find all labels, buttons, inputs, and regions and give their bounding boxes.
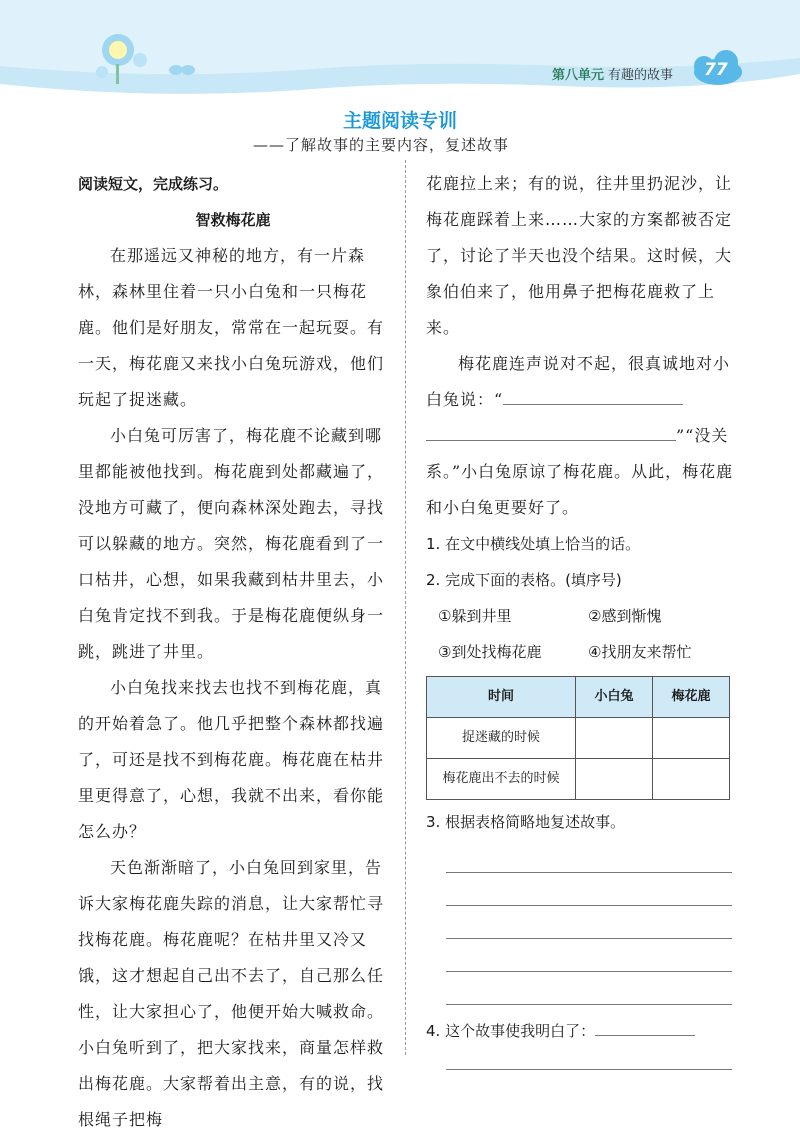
last-para-start: 梅花鹿连声说对不起，很真诚地对小白兔说：“: [426, 354, 731, 409]
answer-line[interactable]: [446, 972, 732, 1005]
question-3: 3. 根据表格简略地复述故事。: [426, 813, 626, 831]
story-paragraph-continued: 花鹿拉上来；有的说，往井里扔泥沙，让梅花鹿踩着上来……大家的方案都被否定了，讨论了半天也没个结果。这时候，大象伯伯来了，他用鼻子把梅花鹿救了上来。: [426, 174, 733, 337]
table-cell-answer[interactable]: [653, 759, 730, 800]
instruction: 阅读短文，完成练习。: [78, 175, 229, 193]
answer-line[interactable]: [446, 906, 732, 939]
page-title: 主题阅读专训: [342, 110, 457, 132]
page-number: 77: [704, 60, 728, 80]
question-1: 1. 在文中横线处填上恰当的话。: [426, 535, 641, 553]
story-title: 智救梅花鹿: [195, 211, 271, 229]
questions-column: [426, 166, 746, 1070]
options-row-2: [426, 634, 746, 670]
table-header-deer: 梅花鹿: [653, 677, 730, 718]
table-header-time: 时间: [427, 677, 576, 718]
answer-blank-1[interactable]: [503, 384, 683, 405]
table-cell-time: 捉迷藏的时候: [427, 718, 576, 759]
option-2: ②感到惭愧: [588, 607, 662, 625]
table-row: [427, 759, 730, 800]
story-paragraph: 天色渐渐暗了，小白兔回到家里，告诉大家梅花鹿失踪的消息，让大家帮忙寻找梅花鹿。梅花鹿呢？在枯井里又冷又饿，这才想起自己出不去了，自己那么任性，让大家担心了，他便开始大喊救命。小白兔听到了，把大家找来，商量怎样救出梅花鹿。大家帮着出主意，有的说，找根绳子把梅: [78, 858, 385, 1129]
table-cell-time: 梅花鹿出不去的时候: [427, 759, 576, 800]
last-para-end: ”“没关系。”小白兔原谅了梅花鹿。从此，梅花鹿和小白兔更要好了。: [426, 426, 734, 517]
table-header-rabbit: 小白兔: [576, 677, 653, 718]
header-band: [0, 0, 800, 100]
story-column: [78, 166, 388, 1138]
table-cell-answer[interactable]: [576, 718, 653, 759]
column-divider: [405, 160, 406, 1055]
answer-table: [426, 676, 730, 800]
table-cell-answer[interactable]: [576, 759, 653, 800]
unit-label: [552, 64, 673, 83]
page-subtitle: ——了解故事的主要内容，复述故事: [253, 136, 510, 154]
table-cell-answer[interactable]: [653, 718, 730, 759]
unit-number: 第八单元: [552, 68, 605, 83]
answer-line[interactable]: [446, 939, 732, 972]
story-paragraph: 小白兔可厉害了，梅花鹿不论藏到哪里都能被他找到。梅花鹿到处都藏遍了，没地方可藏了，便向森林深处跑去，寻找可以躲藏的地方。突然，梅花鹿看到了一口枯井，心想，如果我藏到枯井里去，小白兔肯定找不到我。于是梅花鹿便纵身一跳，跳进了井里。: [78, 426, 385, 661]
unit-title: 有趣的故事: [608, 68, 674, 83]
question-4: [426, 1013, 746, 1049]
option-4: ④找朋友来帮忙: [588, 643, 692, 661]
story-last-paragraph: [426, 346, 746, 526]
page-header: [0, 0, 800, 100]
table-row: [427, 718, 730, 759]
option-3: ③到处找梅花鹿: [438, 643, 542, 661]
options-row-1: [426, 598, 746, 634]
question-2: 2. 完成下面的表格。(填序号): [426, 571, 622, 589]
story-paragraph: 小白兔找来找去也找不到梅花鹿，真的开始着急了。他几乎把整个森林都找遍了，可还是找不到梅花鹿。梅花鹿在枯井里更得意了，心想，我就不出来，看你能怎么办？: [78, 678, 385, 841]
question-4-text: 4. 这个故事使我明白了：: [426, 1022, 596, 1040]
story-paragraph: 在那遥远又神秘的地方，有一片森林，森林里住着一只小白兔和一只梅花鹿。他们是好朋友，常常在一起玩耍。有一天，梅花鹿又来找小白兔玩游戏，他们玩起了捉迷藏。: [78, 246, 385, 409]
option-1: ①躲到井里: [438, 607, 512, 625]
answer-blank-2[interactable]: [426, 420, 676, 441]
answer-line[interactable]: [446, 1049, 732, 1070]
answer-line[interactable]: [446, 873, 732, 906]
answer-line[interactable]: [446, 840, 732, 873]
answer-blank-3[interactable]: [595, 1015, 695, 1036]
